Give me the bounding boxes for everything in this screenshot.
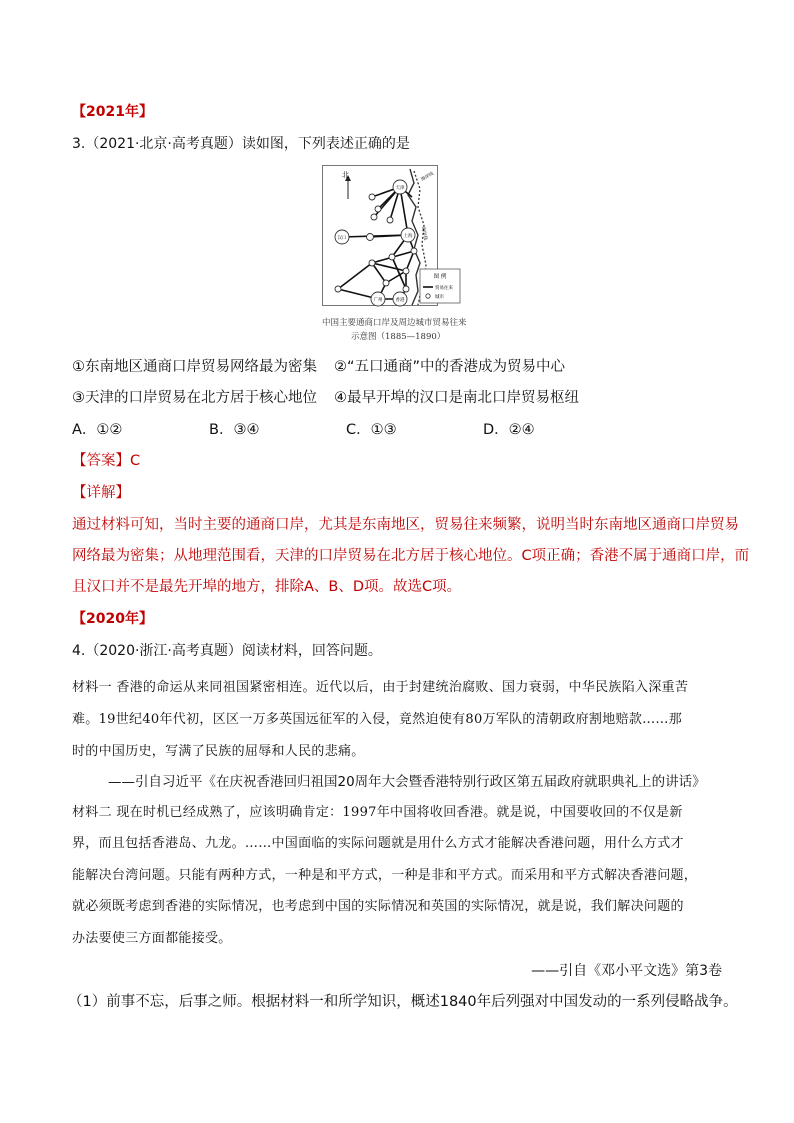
- detail-line-1: 通过材料可知，当时主要的通商口岸，尤其是东南地区，贸易往来频繁，说明当时东南地区通商口岸贸易: [72, 517, 739, 533]
- material1-line-3: 时的中国历史，写满了民族的屈辱和人民的悲痛。: [72, 744, 365, 759]
- north-label: 北: [342, 171, 349, 179]
- material2-line-4: 就必须既考虑到香港的实际情况，也考虑到中国的实际情况和英国的实际情况，就是说，我们解决问题的: [72, 899, 684, 914]
- material1-line-2: 难。19世纪40年代初，区区一万多英国远征军的入侵，竟然迫使有80万军队的清朝政府割地赔款……那: [72, 712, 683, 727]
- material2-line-2: 界，而且包括香港岛、九龙。……中国面临的实际问题就是用什么方式才能解决香港问题，用什么方式才: [72, 836, 684, 851]
- trade-map-figure: [322, 165, 472, 310]
- coast-label-2: 海岸线: [420, 226, 428, 241]
- answer-label: 【答案】C: [72, 453, 141, 469]
- choice-d: D．②④: [483, 422, 535, 438]
- coast-label: 海岸线: [420, 171, 435, 183]
- statement-4: ④最早开埠的汉口是南北口岸贸易枢纽: [334, 390, 579, 406]
- question-3-stem: 3.（2021·北京·高考真题）读如图，下列表述正确的是: [72, 136, 410, 152]
- choice-c: C．①③: [346, 422, 397, 438]
- figure-caption-line2: 示意图（1885—1890）: [351, 332, 446, 342]
- choice-b: B．③④: [209, 422, 260, 438]
- trade-map-svg: [322, 165, 472, 310]
- statement-2: ②“五口通商”中的香港成为贸易中心: [334, 359, 566, 375]
- material2-line-3: 能解决台湾问题。只能有两种方式，一种是和平方式，一种是非和平方式。而采用和平方式解决香港问题，: [72, 868, 698, 883]
- year-heading-2021: 【2021年】: [72, 104, 153, 120]
- statement-1: ①东南地区通商口岸贸易网络最为密集: [72, 359, 317, 375]
- statement-row-2: [72, 388, 579, 408]
- material2-source: ——引自《邓小平文选》第3卷: [531, 963, 722, 979]
- legend-trade-label: 贸易往来: [435, 286, 453, 291]
- city-label-guangzhou: 广州: [373, 298, 383, 303]
- choices-row: [72, 420, 535, 440]
- city-label-hankou: 汉口: [337, 236, 347, 241]
- sub-question-1: （1）前事不忘，后事之师。根据材料一和所学知识，概述1840年后列强对中国发动的一系列侵略战争。: [68, 994, 738, 1010]
- city-label-tianjin: 天津: [395, 186, 405, 191]
- statement-row-1: [72, 357, 565, 377]
- legend-city-swatch: [426, 294, 430, 298]
- legend-city-label: 城市: [435, 295, 444, 300]
- material1-line-1: 材料一 香港的命运从来同祖国紧密相连。近代以后，由于封建统治腐败、国力衰弱，中华民族陷入深重苦: [72, 680, 689, 695]
- detail-line-2: 网络最为密集；从地理范围看，天津的口岸贸易在北方居于核心地位。C项正确；香港不属于通商口岸，而: [72, 548, 750, 564]
- year-heading-2020: 【2020年】: [72, 611, 153, 627]
- material1-source: ——引自习近平《在庆祝香港回归祖国20周年大会暨香港特别行政区第五届政府就职典礼上的讲话》: [108, 774, 706, 790]
- figure-caption-line1: 中国主要通商口岸及周边城市贸易往来: [322, 318, 467, 328]
- statement-3: ③天津的口岸贸易在北方居于核心地位: [72, 390, 317, 406]
- material2-line-5: 办法要使三方面都能接受。: [72, 931, 232, 946]
- legend-title: 图 例: [433, 274, 447, 280]
- material2-line-1: 材料二 现在时机已经成熟了，应该明确肯定：1997年中国将收回香港。就是说，中国要收回的不仅是新: [72, 805, 683, 820]
- question-4-stem: 4.（2020·浙江·高考真题）阅读材料，回答问题。: [72, 643, 382, 659]
- choice-a: A．①②: [72, 422, 123, 438]
- detail-line-3: 且汉口并不是最先开埠的地方，排除A、B、D项。故选C项。: [72, 579, 462, 595]
- detail-label: 【详解】: [72, 485, 130, 501]
- city-label-shanghai: 上海: [403, 234, 413, 239]
- city-label-hongkong: 香港: [395, 298, 405, 303]
